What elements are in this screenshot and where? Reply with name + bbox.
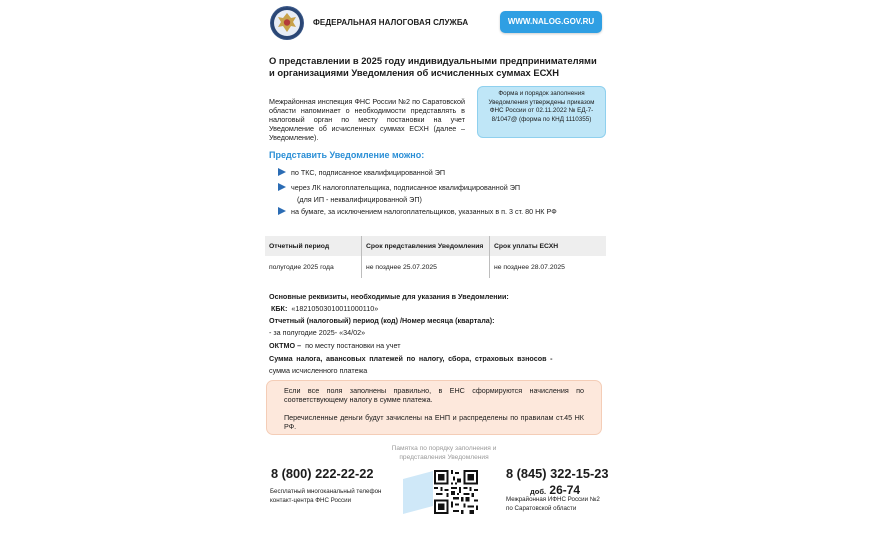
ext-number: 26-74 (549, 483, 581, 497)
arrow-bullet-icon (278, 183, 286, 191)
form-info-box (477, 86, 606, 138)
page-title (269, 55, 605, 79)
kbk-line (271, 304, 378, 313)
title-line: О представлении в 2025 году индивидуальными предпринимателями (269, 55, 597, 66)
period-value: - за полугодие 2025- «34/02» (269, 328, 366, 337)
hotline-caption: Бесплатный многоканальный телефон контакт-центра ФНС России (270, 488, 382, 504)
form-info-line: Уведомления утверждены приказом (488, 98, 595, 106)
list-item: через ЛК налогоплательщика, подписанное квалифицированной ЭП (278, 183, 520, 192)
oktmo-line (269, 341, 401, 350)
oktmo-label: ОКТМО – (269, 341, 302, 350)
list-item: на бумаге, за исключением налогоплательщиков, указанных в п. 3 ст. 80 НК РФ (278, 207, 557, 216)
title-line: и организациями Уведомления об исчисленных суммах ЕСХН (269, 67, 560, 78)
phone-illustration (403, 471, 433, 514)
sum-value: сумма исчисленного платежа (269, 366, 368, 375)
oktmo-value: по месту постановки на учет (305, 341, 401, 350)
period-label: Отчетный (налоговый) период (код) /Номер месяца (квартала): (269, 316, 495, 325)
form-info-line: 8/1047@ (форма по КНД 1110355) (491, 115, 592, 123)
ext-prefix: доб. (530, 487, 547, 496)
fns-emblem-icon (270, 6, 304, 40)
kbk-value: «18210503010011000110» (291, 304, 379, 313)
arrow-bullet-icon (278, 168, 286, 176)
table-header: Срок представления Уведомления (362, 236, 490, 256)
form-info-line: ФНС России от 02.11.2022 № ЕД-7- (489, 107, 594, 115)
sum-label: Сумма налога, авансовых платежей по налогу, сбора, страховых взносов - (269, 354, 553, 363)
intro-text: Межрайонная инспекция ФНС России №2 по Саратовской области напоминает о необходимости представлять в налоговый орган по месту постановки на учет Уведомление об исчисленных суммах ЕСХН (далее – Уведомление). (269, 97, 465, 142)
form-info-line: Форма и порядок заполнения (498, 90, 585, 97)
submit-heading: Представить Уведомление можно: (269, 150, 425, 160)
requisites-heading: Основные реквизиты, необходимые для указания в Уведомлении: (269, 292, 509, 301)
site-link-button[interactable]: WWW.NALOG.GOV.RU (500, 11, 602, 33)
memo-caption: Памятка по порядку заполнения и представления Уведомления (391, 445, 497, 461)
table-header: Срок уплаты ЕСХН (490, 236, 607, 256)
hotline-phone[interactable]: 8 (800) 222-22-22 (271, 466, 374, 481)
qr-code-icon[interactable] (434, 470, 478, 514)
table-header-row (265, 236, 606, 256)
table-cell: не позднее 25.07.2025 (362, 256, 490, 278)
local-phone[interactable]: 8 (845) 322-15-23 (506, 466, 609, 481)
table-cell: полугодие 2025 года (269, 263, 334, 271)
deadlines-table (265, 236, 606, 278)
local-caption: Межрайонная ИФНС России №2 по Саратовской области (506, 496, 600, 512)
table-header: Отчетный период (265, 236, 362, 256)
table-cell: не позднее 28.07.2025 (490, 256, 607, 278)
note-paragraph: Перечисленные деньги будут зачислены на ЕНП и распределены по правилам ст.45 НК РФ. (284, 413, 584, 431)
table-row (265, 256, 606, 278)
org-name: ФЕДЕРАЛЬНАЯ НАЛОГОВАЯ СЛУЖБА (313, 18, 469, 27)
arrow-bullet-icon (278, 207, 286, 215)
note-paragraph: Если все поля заполнены правильно, в ЕНС сформируются начисления по соответствующему налогу в сумме платежа. (284, 386, 584, 404)
note-box (266, 380, 602, 435)
list-item: по ТКС, подписанное квалифицированной ЭП (278, 168, 445, 177)
list-item-continuation: (для ИП - неквалифицированной ЭП) (297, 195, 422, 204)
kbk-label: КБК: (271, 304, 288, 313)
